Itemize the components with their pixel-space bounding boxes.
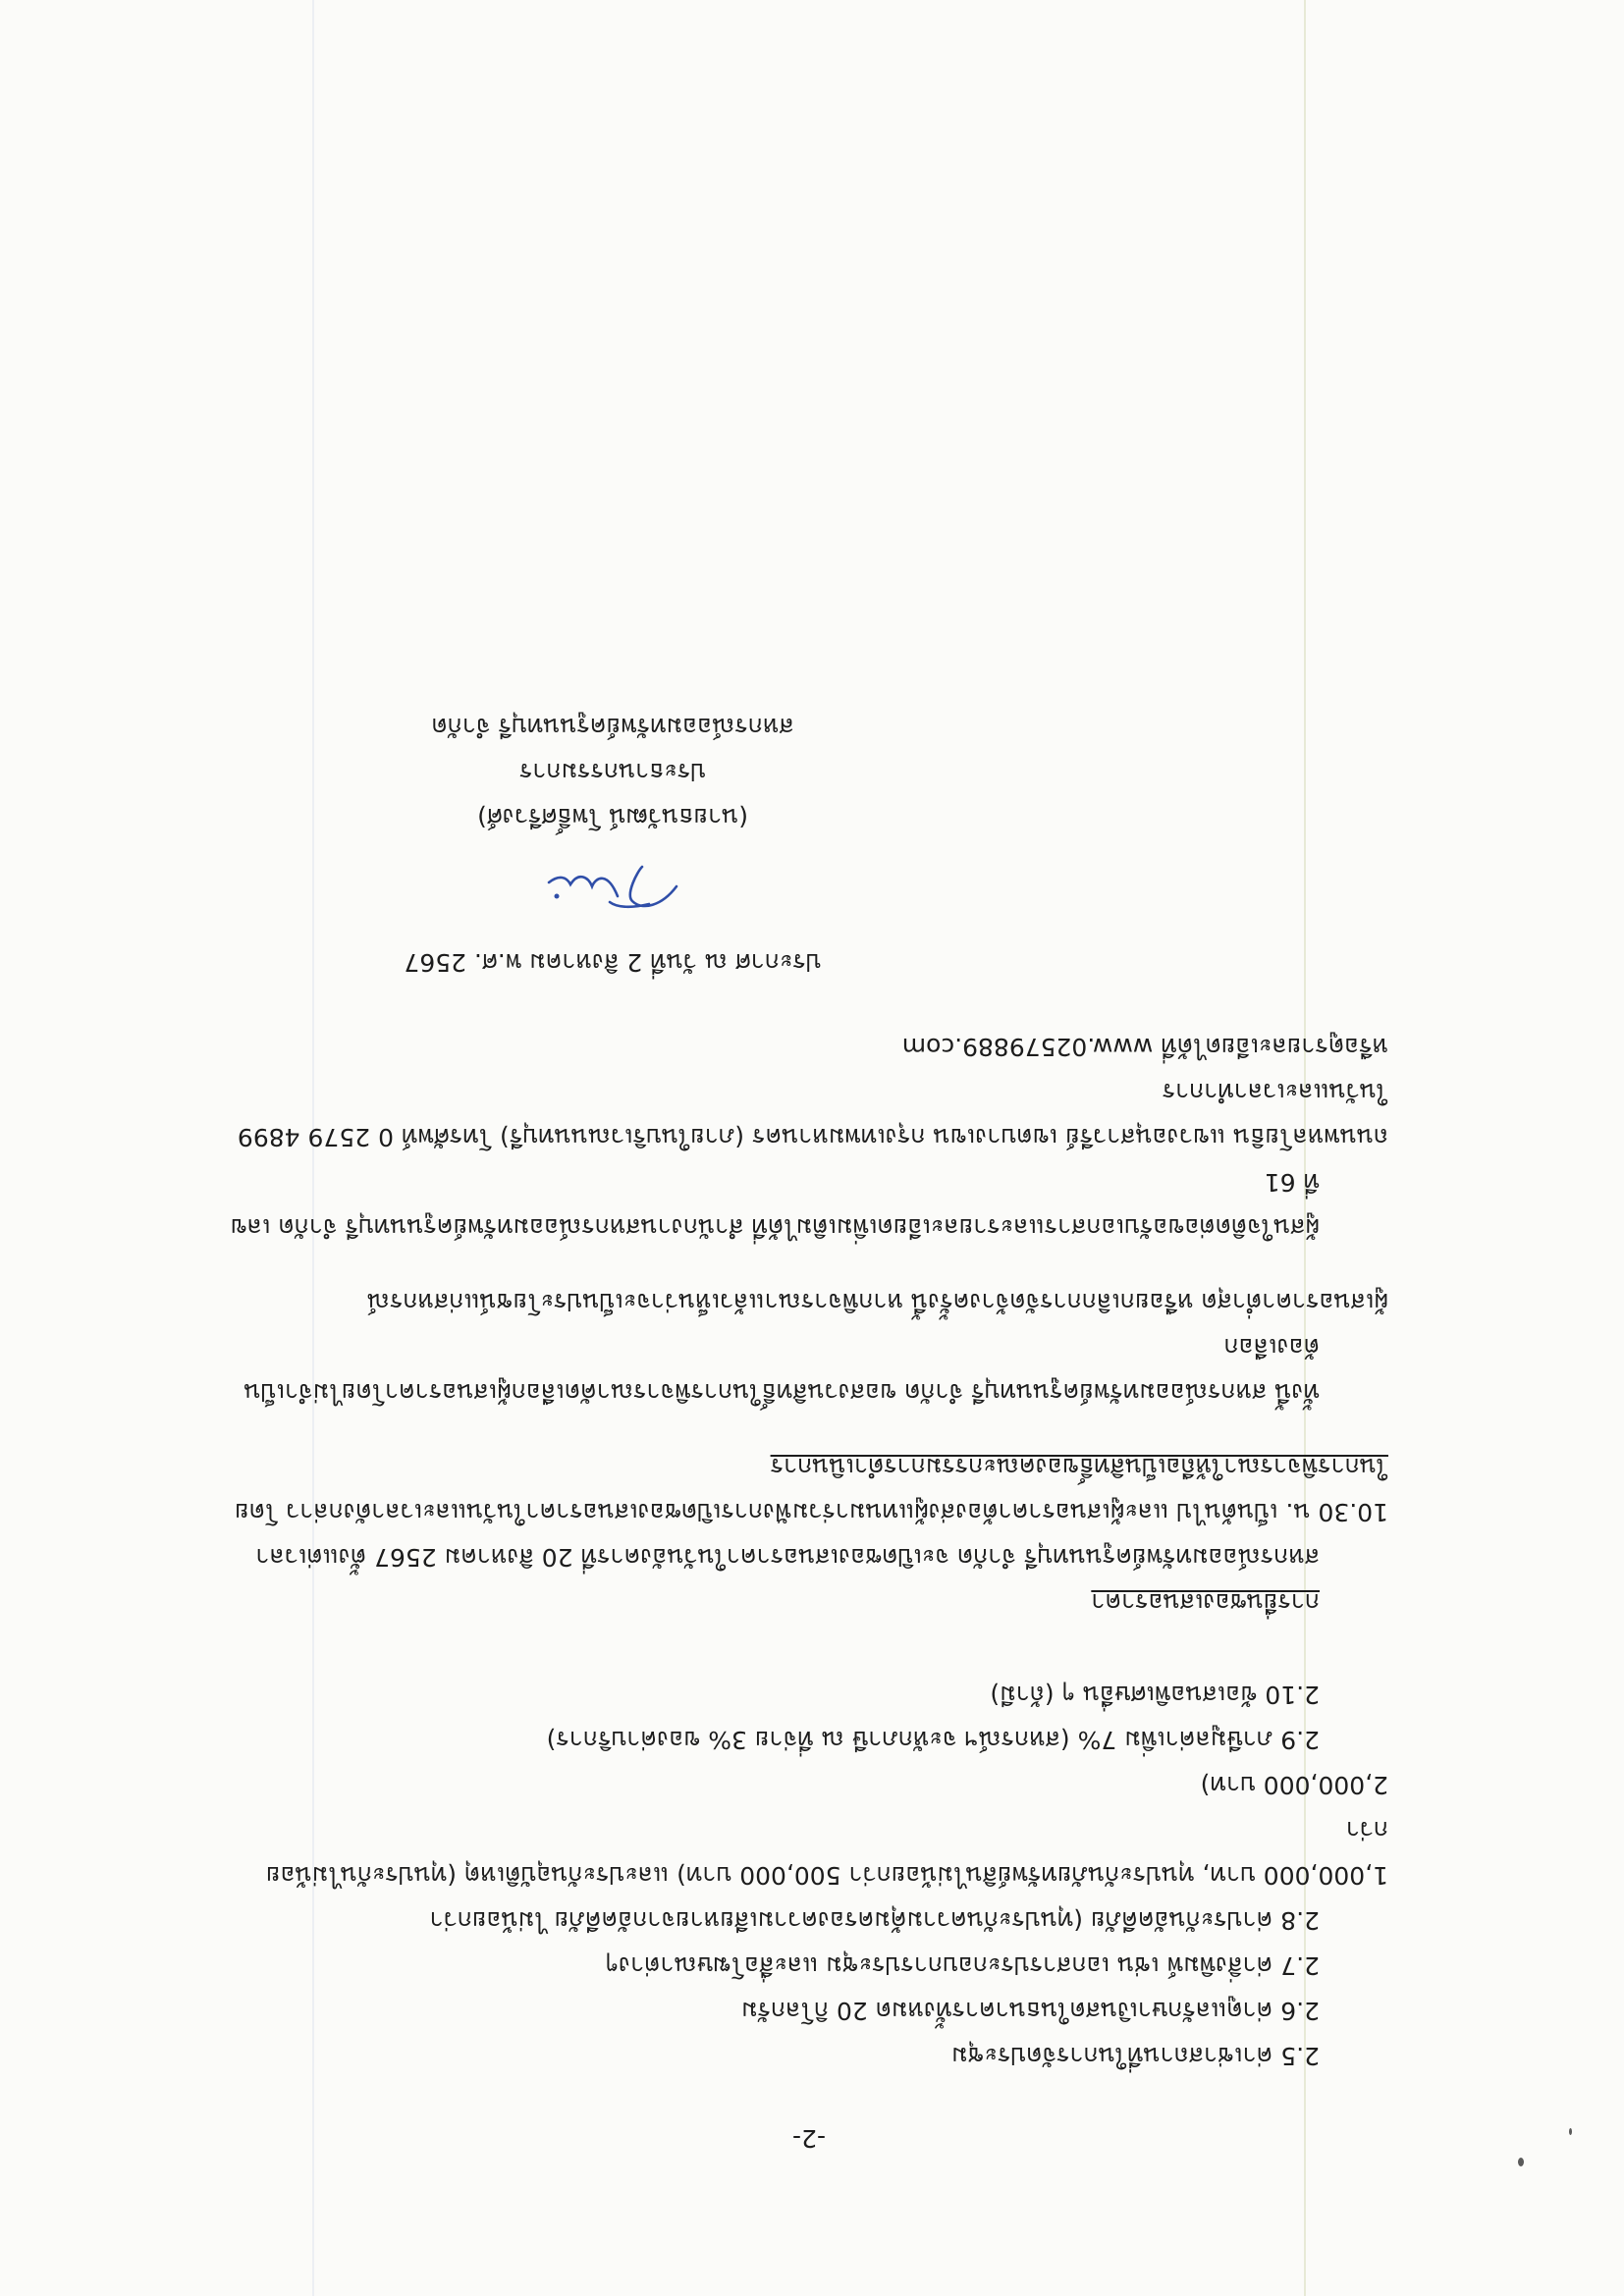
- list-item: 2.9 ภาษีมูลค่าเพิ่ม 7% (สหกรณ์ฯ จะหักภาษี ณ ที่จ่าย 3% ของค่าบริการ): [546, 1726, 1320, 1754]
- list-item: 2.8 ค่าประกันอัคคีภัย (ทุนประกันความคุ้มครองความเสียหายจากอัคคีภัย ไม่น้อยกว่า: [429, 1906, 1320, 1935]
- paragraph-line: ผู้เสนอราคาต่ำสุด หรือยกเลิกการจัดจ้างครั้งนี้ หากพิจารณาแล้วเห็นว่าจะเป็นประโยชน์แก่สหกรณ์: [366, 1288, 1388, 1316]
- signature-block: [377, 704, 848, 985]
- signature-image: [539, 857, 686, 926]
- paragraph-line: ผู้สนใจติดต่อขอรับเอกสารและรายละเอียดเพิ่มเติมได้ที่ สำนักงานสหกรณ์ออมทรัพย์ครูนนทบุรี จำกัด เลขที่ 61: [230, 1168, 1320, 1242]
- list-item: 2.5 ค่าเช่าสถานที่ในการจัดประชุม: [951, 2042, 1320, 2070]
- list-item: 2.7 ค่าสิ่งพิมพ์ เช่น เอกสารประกอบการประชุม และสื่อโฆษณาต่างๆ: [605, 1951, 1320, 1980]
- signer-name: (นายธนวัฒน์ โพธิ์ศรีวงศ์): [477, 803, 748, 831]
- section-heading: การยื่นซองเสนอราคา: [1091, 1588, 1320, 1617]
- paragraph-line: ทั้งนี้ สหกรณ์ออมทรัพย์ครูนนทบุรี จำกัด ขอสงวนสิทธิ์ในการพิจารณาคัดเลือกผู้เสนอราคาโดยไม่จำเป็นต้องเลือก: [244, 1333, 1320, 1407]
- announce-date: ประกาศ ณ วันที่ 2 สิงหาคม พ.ศ. 2567: [404, 948, 822, 977]
- paragraph-line: หรือดูรายละเอียดได้ที่ www.02579889.com: [901, 1033, 1388, 1061]
- list-item: 2.10 ข้อเสนอพิเศษอื่น ๆ (ถ้ามี): [990, 1681, 1320, 1709]
- page-number: -2-: [792, 2124, 826, 2153]
- list-item: 2.6 ค่าดูแลรักษาเงินสดในธนาคารทั้งหมด 20 กิโลกรัม: [741, 1997, 1320, 2025]
- paragraph-line: 10.30 น. เป็นต้นไป และผู้เสนอราคาต้องส่งผู้แทนมาร่วมฟังการเปิดซองเสนอราคาในวันและเวลาดังกล่าว โดย: [234, 1498, 1388, 1526]
- list-item-continuation: 2,000,000 บาท): [1200, 1771, 1388, 1799]
- paragraph-line-underlined: ในการพิจารณาให้ถือเป็นสิทธิ์ของคณะกรรมการดำเนินการ: [770, 1453, 1388, 1481]
- signer-title: ประธานกรรมการ: [518, 758, 707, 786]
- paragraph-line: สหกรณ์ออมทรัพย์ครูนนทบุรี จำกัด จะเปิดซองเสนอราคาในวันอังคารที่ 20 สิงหาคม 2567 ตั้งแต่เวลา: [255, 1543, 1320, 1572]
- list-item-continuation: 1,000,000 บาท, ทุนประกันภัยทรัพย์สินไม่น้อยกว่า 500,000 บาท) และประกันอุบัติเหตุ (ทุนประกันไม่น้อยกว่า: [265, 1816, 1388, 1890]
- document-body: [230, 704, 1388, 2161]
- paragraph-line: ถนนพหลโยธิน แขวงอนุสาวรีย์ เขตบางเขน กรุงเทพมหานคร (ภายในบริเวณนนทบุรี) โทรศัพท์ 0 2579 4899 ในวันและเวลาทำการ: [237, 1078, 1388, 1151]
- signer-organization: สหกรณ์ออมทรัพย์ครูนนทบุรี จำกัด: [431, 713, 794, 741]
